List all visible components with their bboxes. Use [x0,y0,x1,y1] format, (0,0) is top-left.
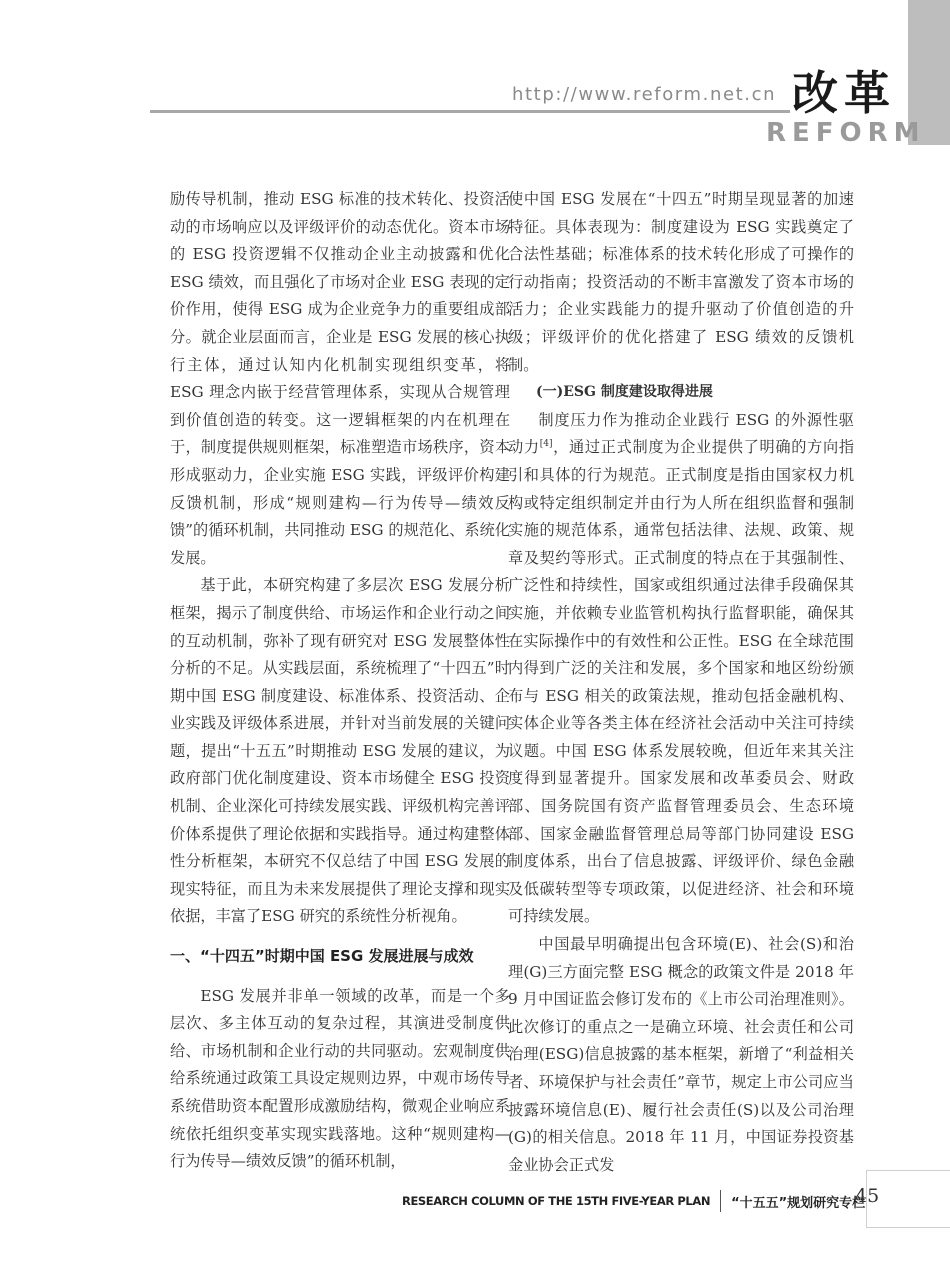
paragraph-text: 制度压力作为推动企业践行 ESG 的外源性驱动力 [508,410,854,457]
paragraph: 基于此，本研究构建了多层次 ESG 发展分析框架，揭示了制度供给、市场运作和企业行动之间的互动机制，弥补了现有研究对 ESG 发展整体性分析的不足。从实践层面，系统梳理了“十四五”时期中国 ESG 制度建设、标准体系、投资活动、企业实践及评级体系进展，并针对当前发展的关键问题，提出“十五五”时期推动 ESG 发展的建议，为政府部门优化制度建设、资本市场健全 ESG 投资机制、企业深化可持续发展实践、评级机构完善评价体系提供了理论依据和实践指导。通过构建整体性分析框架，本研究不仅总结了中国 ESG 发展的现实特征，而且为未来发展提供了理论支撑和现实依据，丰富了ESG 研究的系统性分析视角。 [170,576,510,926]
citation-ref[interactable]: [4] [539,439,553,450]
footer-divider [720,1190,721,1212]
journal-title-en: REFORM [766,118,926,148]
journal-url[interactable]: http://www.reform.net.cn [512,84,777,105]
paragraph: 励传导机制，推动 ESG 标准的技术转化、投资活动的市场响应以及评级评价的动态优化。资本市场的 ESG 投资逻辑不仅推动企业主动披露和优化 ESG 绩效，而且强化了市场对企业 ESG 表现的定价作用，使得 ESG 成为企业竞争力的重要组成部分。就企业层面而言，企业是 ESG 发展的核心执行主体，通过认知内化机制实现组织变革，将 ESG 理念内嵌于经营管理体系，实现从合规管理到价值创造的转变。这一逻辑框架的内在机理在于，制度提供规则框架，标准塑造市场秩序，资本形成驱动力，企业实施 ESG 实践，评级评价构建反馈机制，形成“规则建构—行为传导—绩效反馈”的循环机制，共同推动 ESG 的规范化、系统化发展。 [170,190,510,567]
running-footer [402,1190,865,1212]
section-heading: 一、“十四五”时期中国 ESG 发展进展与成效 [170,947,474,966]
journal-title-cn: 改革 [792,66,896,120]
paragraph: ESG 发展并非单一领域的改革，而是一个多层次、多主体互动的复杂过程，其演进受制度供给、市场机制和企业行动的共同驱动。宏观制度供给系统通过政策工具设定规则边界，中观市场传导系统借助资本配置形成激励结构，微观企业响应系统依托组织变革实现实践落地。这种“规则建构—行为传导—绩效反馈”的循环机制， [170,986,510,1171]
header-rule [150,110,790,113]
subsection-heading: (一)ESG 制度建设取得进展 [536,384,713,401]
footer-column-en: RESEARCH COLUMN OF THE 15TH FIVE-YEAR PLAN [402,1194,711,1208]
paragraph [508,407,854,931]
paragraph: 中国最早明确提出包含环境(E)、社会(S)和治理(G)三方面完整 ESG 概念的政策文件是 2018 年 9 月中国证监会修订发布的《上市公司治理准则》。此次修订的重点之一是确立环境、社会责任和公司治理(ESG)信息披露的基本框架，新增了“利益相关者、环境保护与社会责任”章节，规定上市公司应当披露环境信息(E)、履行社会责任(S)以及公司治理(G)的相关信息。2018 年 11 月，中国证券投资基金业协会正式发 [508,935,854,1174]
paragraph: 使中国 ESG 发展在“十四五”时期呈现显著的加速特征。具体表现为：制度建设为 ESG 实践奠定了合法性基础；标准体系的技术转化形成了可操作的行动指南；投资活动的不断丰富激发了资本市场的活力；企业实践能力的提升驱动了价值创造的升级；评级评价的优化搭建了 ESG 绩效的反馈机制。 [508,190,854,374]
right-column [508,186,854,1179]
paragraph-text: ，通过正式制度为企业提供了明确的方向指引和具体的行为规范。正式制度是指由国家权力机构或特定组织制定并由行为人所在组织监督和强制实施的规范体系，通常包括法律、法规、政策、规章及契约等形式。正式制度的特点在于其强制性、广泛性和持续性，国家或组织通过法律手段确保其实施，并依赖专业监管机构执行监督职能，确保其在实际操作中的有效性和公正性。ESG 在全球范围内得到广泛的关注和发展，多个国家和地区纷纷颁布与 ESG 相关的政策法规，推动包括金融机构、实体企业等各类主体在经济社会活动中关注可持续议题。中国 ESG 体系发展较晚，但近年来其关注度得到显著提升。国家发展和改革委员会、财政部、国务院国有资产监督管理委员会、生态环境部、国家金融监督管理总局等部门协同建设 ESG 制度体系，出台了信息披露、评级评价、绿色金融及低碳转型等专项政策，以促进经济、社会和环境可持续发展。 [508,438,855,926]
page-number: 45 [855,1185,880,1207]
left-column [170,186,510,1176]
footer-column-cn: “十五五”规划研究专栏 [731,1195,866,1211]
